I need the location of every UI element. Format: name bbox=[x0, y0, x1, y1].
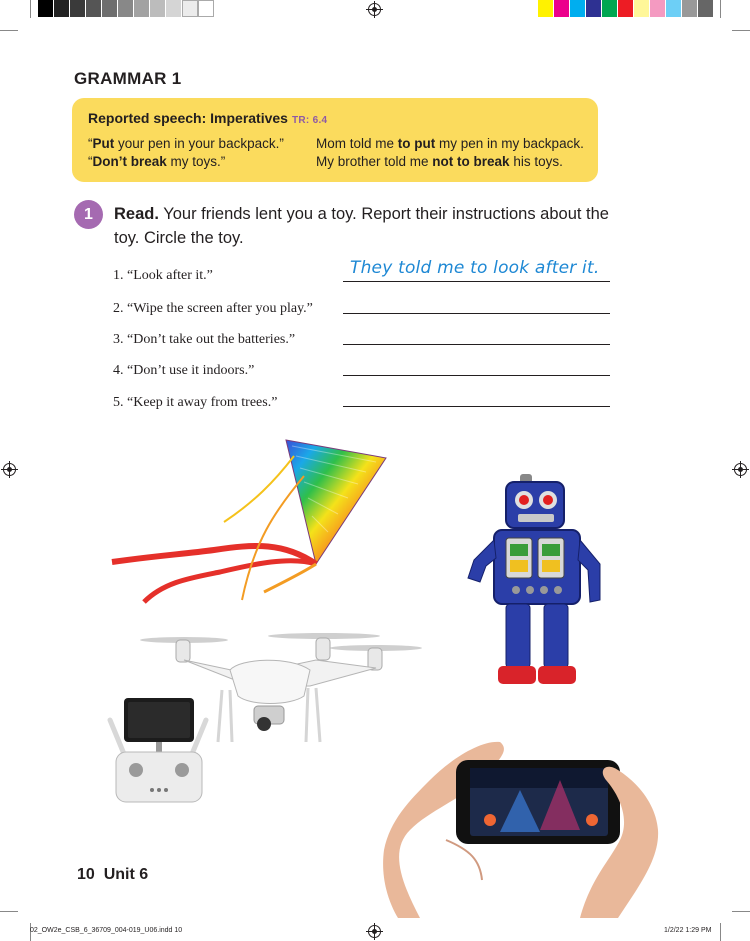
crop-mark bbox=[720, 0, 721, 18]
exercise-instructions: Read. Your friends lent you a toy. Report their instructions about the toy. Circle the toy. bbox=[114, 205, 609, 247]
example-direct-2: “Don’t break my toys.” bbox=[88, 154, 226, 169]
registration-mark bbox=[368, 925, 381, 938]
grayscale-color-bar bbox=[38, 0, 214, 17]
answer-line-5[interactable] bbox=[343, 406, 610, 407]
remote-controller-image[interactable] bbox=[106, 698, 210, 804]
registration-mark bbox=[734, 463, 747, 476]
crop-mark bbox=[0, 911, 18, 912]
unit-label: Unit 6 bbox=[103, 866, 149, 883]
smartphone-game-image[interactable] bbox=[370, 740, 668, 918]
example-reported-2: My brother told me not to break his toys. bbox=[316, 154, 563, 169]
example-direct-1: “Put your pen in your backpack.” bbox=[88, 136, 284, 151]
page-number: 10 bbox=[77, 866, 95, 883]
page-footer bbox=[77, 866, 148, 884]
answer-line-2[interactable] bbox=[343, 313, 610, 314]
crop-mark bbox=[30, 0, 31, 18]
exercise-item-4: 4. “Don’t use it indoors.” bbox=[113, 363, 255, 378]
robot-image[interactable] bbox=[466, 474, 616, 692]
registration-mark bbox=[3, 463, 16, 476]
crop-mark bbox=[720, 923, 721, 941]
answer-line-3[interactable] bbox=[343, 344, 610, 345]
answer-example: They told me to look after it. bbox=[350, 258, 600, 278]
audio-track-label[interactable]: TR: 6.4 bbox=[291, 115, 328, 126]
date-slug: 1/2/22 1:29 PM bbox=[664, 927, 712, 934]
cmyk-color-bar bbox=[538, 0, 714, 17]
grammar-box bbox=[72, 98, 598, 182]
registration-mark bbox=[368, 3, 381, 16]
exercise-item-3: 3. “Don’t take out the batteries.” bbox=[113, 332, 296, 347]
kite-image[interactable] bbox=[104, 432, 404, 604]
answer-line-4[interactable] bbox=[343, 375, 610, 376]
answer-line-1[interactable] bbox=[343, 281, 610, 282]
grammar-topic: Reported speech: Imperatives bbox=[88, 110, 288, 126]
crop-mark bbox=[732, 911, 750, 912]
exercise-number-badge: 1 bbox=[74, 200, 103, 229]
crop-mark bbox=[0, 30, 18, 31]
section-title: GRAMMAR 1 bbox=[74, 69, 182, 88]
example-reported-1: Mom told me to put my pen in my backpack. bbox=[316, 136, 584, 151]
file-slug: 02_OW2e_CSB_6_36709_004-019_U06.indd 10 bbox=[30, 927, 183, 934]
grammar-box-heading bbox=[88, 110, 327, 126]
exercise-item-5: 5. “Keep it away from trees.” bbox=[113, 395, 278, 410]
crop-mark bbox=[732, 30, 750, 31]
exercise-item-2: 2. “Wipe the screen after you play.” bbox=[113, 301, 313, 316]
exercise-item-1: 1. “Look after it.” bbox=[113, 268, 213, 283]
